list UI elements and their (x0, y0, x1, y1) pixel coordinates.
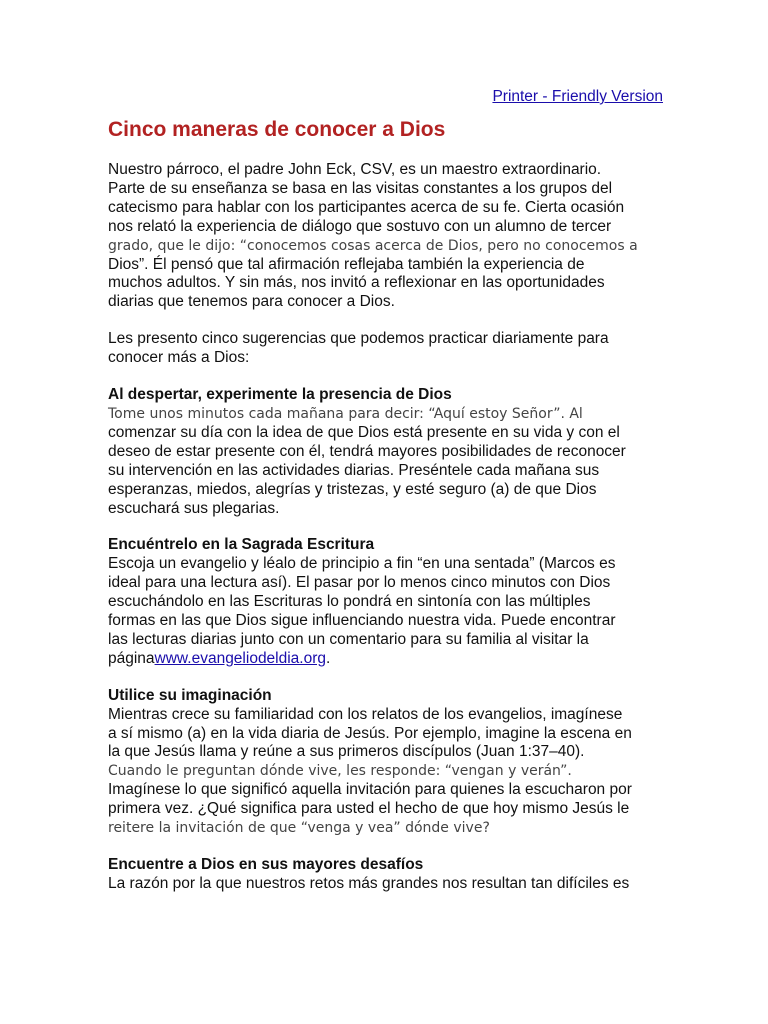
evangelio-link[interactable]: www.evangeliodeldia.org (154, 649, 327, 667)
spacer (108, 368, 663, 386)
section-challenges (108, 856, 663, 894)
section-heading: Utilice su imaginación (108, 686, 272, 704)
intro-line: nos relató la experiencia de diálogo que sostuvo con un alumno de tercer (108, 217, 612, 235)
spacer (108, 669, 663, 687)
lead-paragraph (108, 330, 663, 368)
section-scripture (108, 536, 663, 668)
section-line: su intervención en las actividades diarias. Preséntele cada mañana sus (108, 461, 600, 479)
section-line: a sí mismo (a) en la vida diaria de Jesús. Por ejemplo, imagine la escena en (108, 724, 632, 742)
intro-line: grado, que le dijo: “conocemos cosas acerca de Dios, pero no conocemos a (108, 237, 638, 254)
section-line: La razón por la que nuestros retos más grandes nos resultan tan difíciles es (108, 874, 630, 892)
spacer (108, 838, 663, 856)
intro-line: Parte de su enseñanza se basa en las visitas constantes a los grupos del (108, 179, 613, 197)
section-line: esperanzas, miedos, alegrías y tristezas, y esté seguro (a) de que Dios (108, 480, 597, 498)
section-line: ideal para una lectura así). El pasar por lo menos cinco minutos con Dios (108, 574, 611, 592)
section-line: Cuando le preguntan dónde vive, les responde: “vengan y verán”. (108, 763, 572, 780)
section-wake-up (108, 386, 663, 518)
spacer (108, 312, 663, 330)
lead-line: conocer más a Dios: (108, 349, 250, 367)
link-suffix: . (326, 649, 331, 667)
section-line: primera vez. ¿Qué significa para usted el hecho de que hoy mismo Jesús le (108, 800, 630, 818)
section-line: deseo de estar presente con él, tendrá mayores posibilidades de reconocer (108, 442, 626, 460)
section-line: comenzar su día con la idea de que Dios está presente en su vida y con el (108, 423, 620, 441)
section-line: Tome unos minutos cada mañana para decir: “Aquí estoy Señor”. Al (108, 405, 583, 422)
intro-line: diarias que tenemos para conocer a Dios. (108, 293, 395, 311)
section-line: las lecturas diarias junto con un comentario para su familia al visitar la (108, 630, 589, 648)
section-line: formas en las que Dios sigue influenciando nuestra vida. Puede encontrar (108, 612, 616, 630)
section-heading: Encuéntrelo en la Sagrada Escritura (108, 536, 375, 554)
intro-line: catecismo para hablar con los participantes acerca de su fe. Cierta ocasión (108, 198, 625, 216)
section-imagination (108, 687, 663, 838)
section-line: Mientras crece su familiaridad con los relatos de los evangelios, imagínese (108, 705, 623, 723)
section-line-with-link (108, 650, 663, 669)
link-prefix: página (108, 649, 155, 667)
intro-line: Nuestro párroco, el padre John Eck, CSV, es un maestro extraordinario. (108, 161, 602, 178)
intro-paragraph (108, 161, 663, 312)
article-body (108, 161, 663, 894)
section-line: Escoja un evangelio y léalo de principio a fin “en una sentada” (Marcos es (108, 555, 616, 573)
intro-line: muchos adultos. Y sin más, nos invitó a reflexionar en las oportunidades (108, 274, 605, 292)
section-line: escuchará sus plegarias. (108, 499, 280, 517)
lead-line: Les presento cinco sugerencias que podemos practicar diariamente para (108, 330, 609, 348)
section-heading: Al despertar, experimente la presencia de Dios (108, 386, 452, 404)
section-line: escuchándolo en las Escrituras lo pondrá en sintonía con las múltiples (108, 593, 591, 611)
printer-friendly-link[interactable]: Printer - Friendly Version (492, 88, 663, 105)
spacer (108, 518, 663, 536)
intro-line: Dios”. Él pensó que tal afirmación reflejaba también la experiencia de (108, 255, 585, 273)
section-line: Imagínese lo que significó aquella invitación para quienes la escucharon por (108, 781, 632, 799)
section-heading: Encuentre a Dios en sus mayores desafíos (108, 856, 424, 873)
section-line: la que Jesús llama y reúne a sus primeros discípulos (Juan 1:37–40). (108, 743, 585, 761)
section-line: reitere la invitación de que “venga y vea” dónde vive? (108, 820, 490, 837)
article-title: Cinco maneras de conocer a Dios (108, 118, 446, 141)
